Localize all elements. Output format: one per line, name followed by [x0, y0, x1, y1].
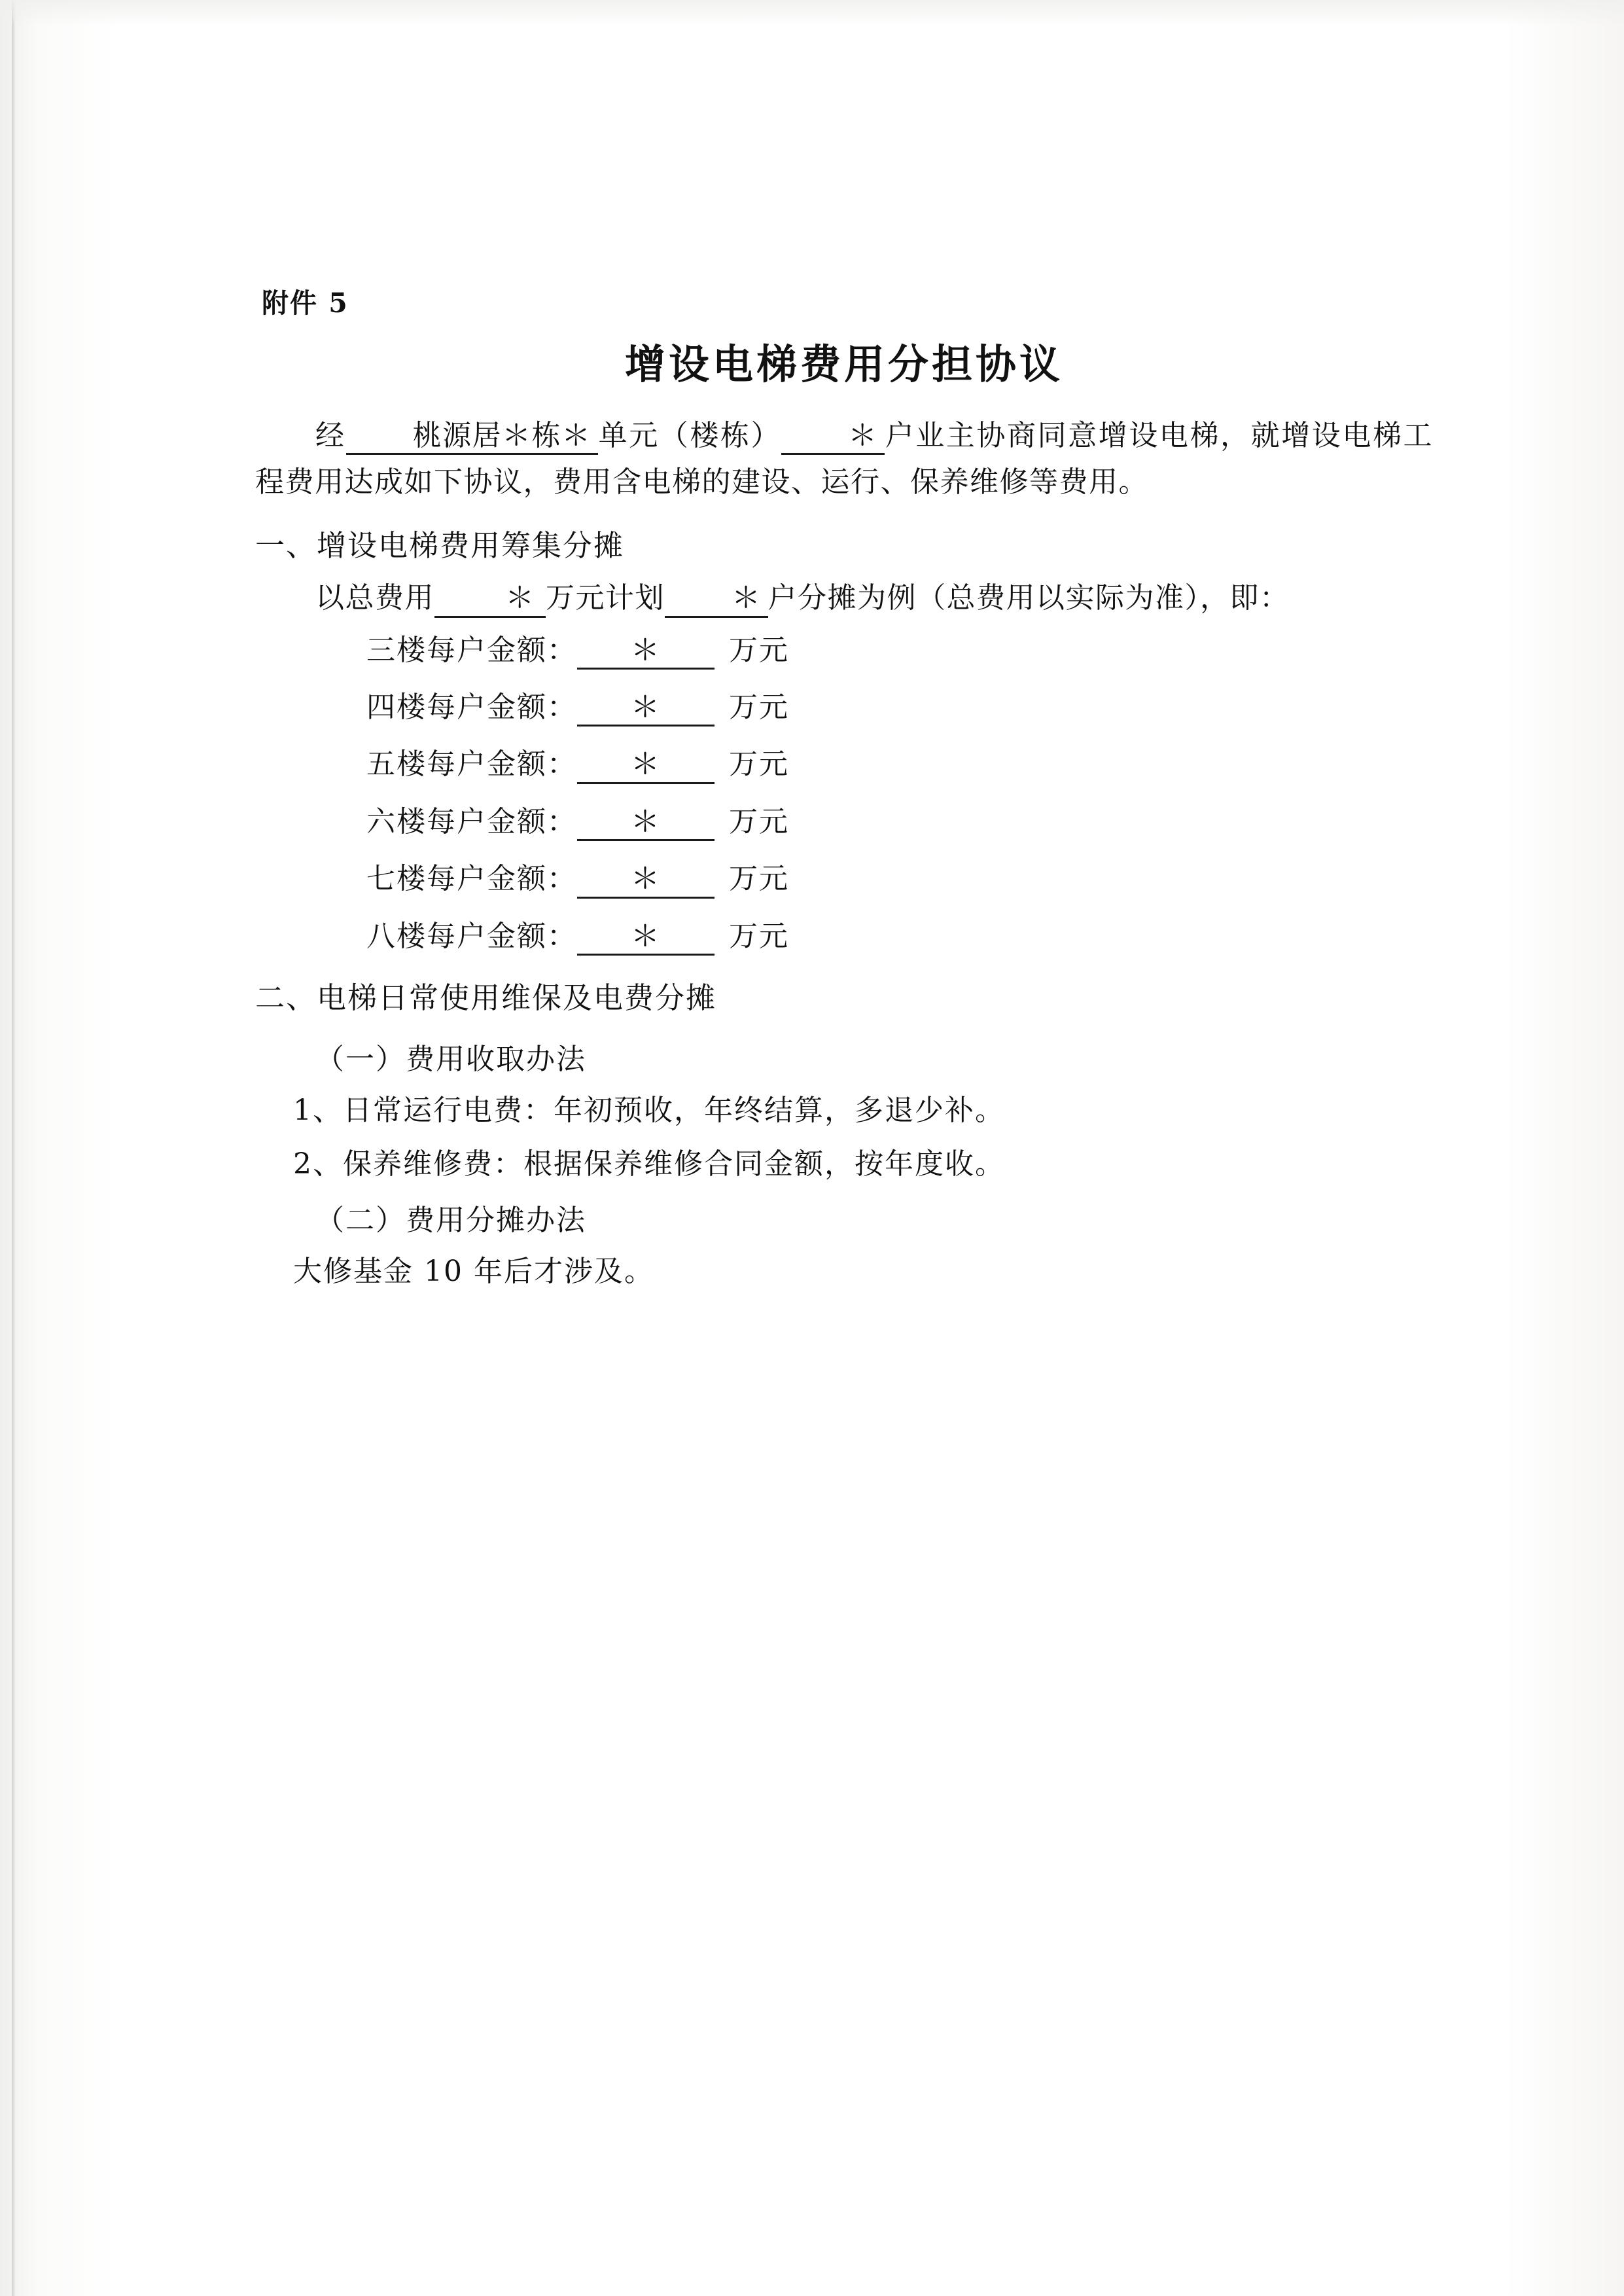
floor-label: 八楼每户金额：: [366, 919, 577, 953]
example-household-field[interactable]: ＊: [665, 583, 768, 617]
list-item: [255, 918, 1433, 956]
floor-label: 六楼每户金额：: [366, 804, 577, 838]
attachment-label: 附件 5: [262, 287, 349, 319]
floor-label: 五楼每户金额：: [366, 747, 577, 781]
section-two-heading: 二、电梯日常使用维保及电费分摊: [255, 980, 717, 1015]
list-item: [255, 689, 1433, 726]
intro-mid-1: 单元（楼栋）: [597, 419, 782, 452]
intro-lead: 经: [315, 419, 346, 452]
building-field[interactable]: 桃源居＊栋＊: [346, 420, 598, 455]
list-item: [255, 746, 1433, 783]
floor-amount-field[interactable]: ＊: [577, 749, 715, 783]
floor-unit: 万元: [729, 804, 789, 838]
list-item: [255, 861, 1433, 898]
floor-label: 四楼每户金额：: [366, 690, 577, 724]
intro-mid-2: 户业主协商同意增设: [884, 419, 1159, 452]
section-two-sub-one: （一）费用收取办法: [315, 1042, 586, 1076]
floor-unit: 万元: [729, 690, 789, 724]
total-cost-field[interactable]: ＊: [434, 583, 546, 617]
floor-amount-list: [255, 632, 1433, 956]
floor-label: 三楼每户金额：: [366, 633, 577, 667]
example-suffix: 户分摊为例（总费用以实: [768, 581, 1095, 615]
section-two-sub-two: （二）费用分摊办法: [315, 1203, 586, 1237]
section-one-example: [255, 575, 1433, 621]
example-line-2: 际为准），即：: [1095, 581, 1290, 615]
floor-label: 七楼每户金额：: [366, 862, 577, 896]
floor-unit: 万元: [729, 919, 789, 953]
intro-paragraph: [255, 412, 1433, 506]
floor-amount-field[interactable]: ＊: [577, 635, 715, 670]
list-item: [255, 632, 1433, 670]
intro-body: 电梯，就增设电梯工程费用达成如下协议，费用含电梯的建设、运行、保养维修等费用。: [255, 419, 1434, 499]
floor-unit: 万元: [729, 633, 789, 667]
section-two-item-1: 1、日常运行电费：年初预收，年终结算，多退少补。: [293, 1093, 1005, 1127]
section-two-item-2: 2、保养维修费：根据保养维修合同金额，按年度收。: [293, 1147, 1005, 1181]
page-title: 增设电梯费用分担协议: [624, 340, 1063, 388]
floor-amount-field[interactable]: ＊: [577, 692, 715, 726]
example-prefix: 以总费用: [315, 581, 434, 615]
floor-amount-field[interactable]: ＊: [577, 921, 715, 956]
list-item: [255, 804, 1433, 841]
floor-amount-field[interactable]: ＊: [577, 806, 715, 841]
household-count-field[interactable]: ＊: [781, 420, 885, 455]
floor-unit: 万元: [729, 862, 789, 896]
document-content: [255, 281, 1433, 1289]
example-mid: 万元计划: [546, 581, 665, 615]
floor-unit: 万元: [729, 747, 789, 781]
section-two-closing: 大修基金 10 年后才涉及。: [293, 1254, 654, 1288]
floor-amount-field[interactable]: ＊: [577, 863, 715, 898]
section-one-heading: 一、增设电梯费用筹集分摊: [255, 528, 625, 563]
